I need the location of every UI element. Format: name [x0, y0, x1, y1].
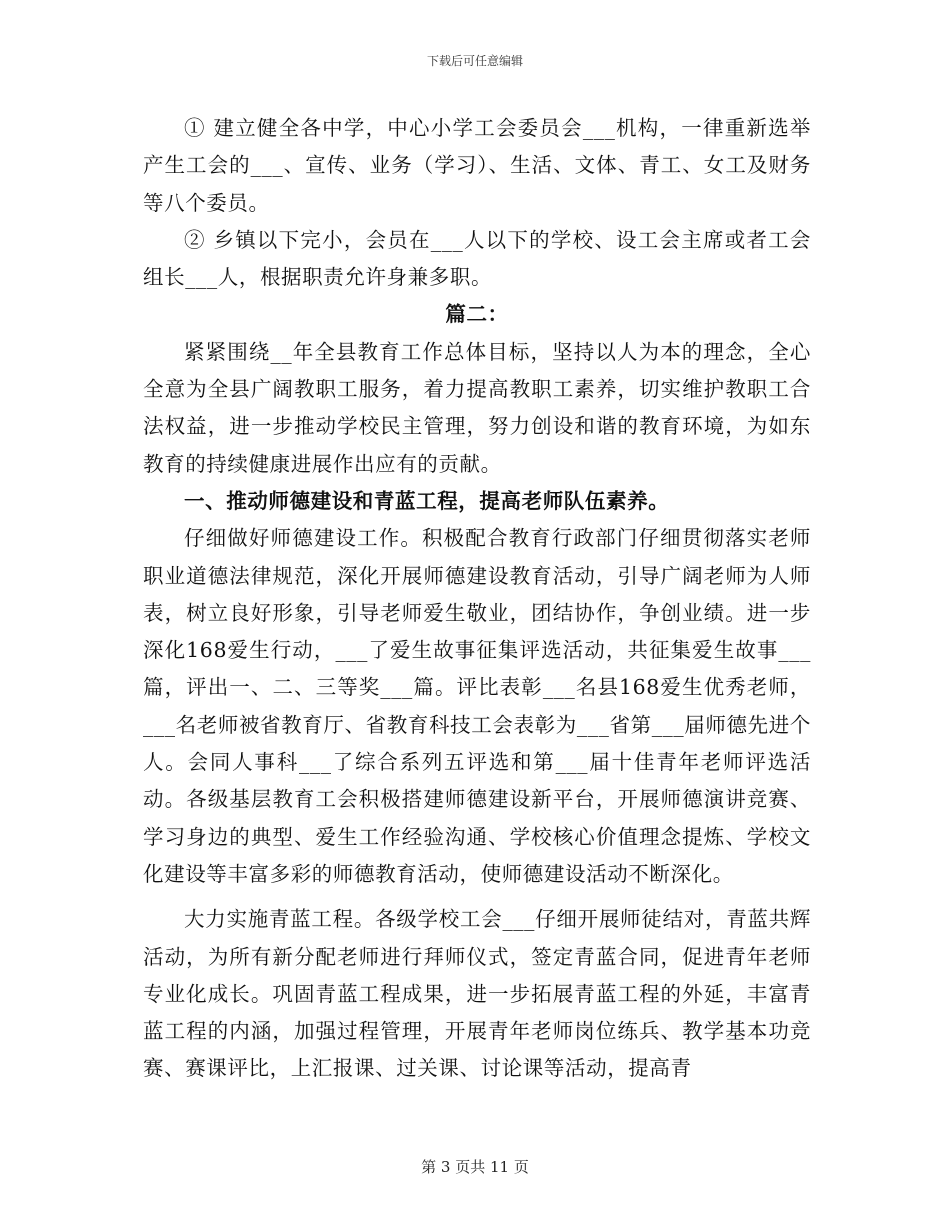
paragraph-overall-goal: 紧紧围绕__年全县教育工作总体目标，坚持以人为本的理念，全心全意为全县广阔教职工服务，着力提高教职工素养，切实维护教职工合法权益，进一步推动学校民主管理，努力创设和谐的教育环境，为如东教育的持续健康进展作出应有的贡献。: [143, 339, 811, 476]
section-title: 篇二：: [445, 302, 509, 327]
paragraph-ethics-work: 仔细做好师德建设工作。积极配合教育行政部门仔细贯彻落实老师职业道德法律规范，深化开展师德建设教育活动，引导广阔老师为人师表，树立良好形象，引导老师爱生敬业，团结协作，争创业绩。进一步深化168爱生行动，___了爱生故事征集评选活动，共征集爱生故事___篇，评出一、二、三等奖___篇。评比表彰___名县168爱生优秀老师，___名老师被省教育厅、省教育科技工会表彰为___省第___届师德先进个人。会同人事科___了综合系列五评选和第___届十佳青年老师评选活动。各级基层教育工会积极搭建师德建设新平台，开展师德演讲竞赛、学习身边的典型、爱生工作经验沟通、学校核心价值理念提炼、学校文化建设等丰富多彩的师德教育活动，使师德建设活动不断深化。: [143, 526, 811, 886]
heading-teacher-ethics: 一、推动师德建设和青蓝工程，提高老师队伍素养。: [184, 488, 670, 513]
page-header: 下载后可任意编辑: [426, 54, 523, 68]
document-body: [143, 110, 811, 1088]
page-footer: 第 3 页共 11 页: [421, 1158, 529, 1176]
paragraph-township-schools: ② 乡镇以下完小，会员在___人以下的学校、设工会主席或者工会组长___人，根据职责允许身兼多职。: [143, 227, 811, 290]
paragraph-qinglan-project: 大力实施青蓝工程。各级学校工会___仔细开展师徒结对，青蓝共辉活动，为所有新分配老师进行拜师仪式，签定青蓝合同，促进青年老师专业化成长。巩固青蓝工程成果，进一步拓展青蓝工程的外延，丰富青蓝工程的内涵，加强过程管理，开展青年老师岗位练兵、教学基本功竞赛、赛课评比，上汇报课、过关课、讨论课等活动，提高青: [143, 907, 811, 1081]
paragraph-union-committee: ① 建立健全各中学，中心小学工会委员会___机构，一律重新选举产生工会的___、宣传、业务（学习）、生活、文体、青工、女工及财务等八个委员。: [143, 116, 811, 215]
paragraph-gap: [143, 893, 811, 901]
